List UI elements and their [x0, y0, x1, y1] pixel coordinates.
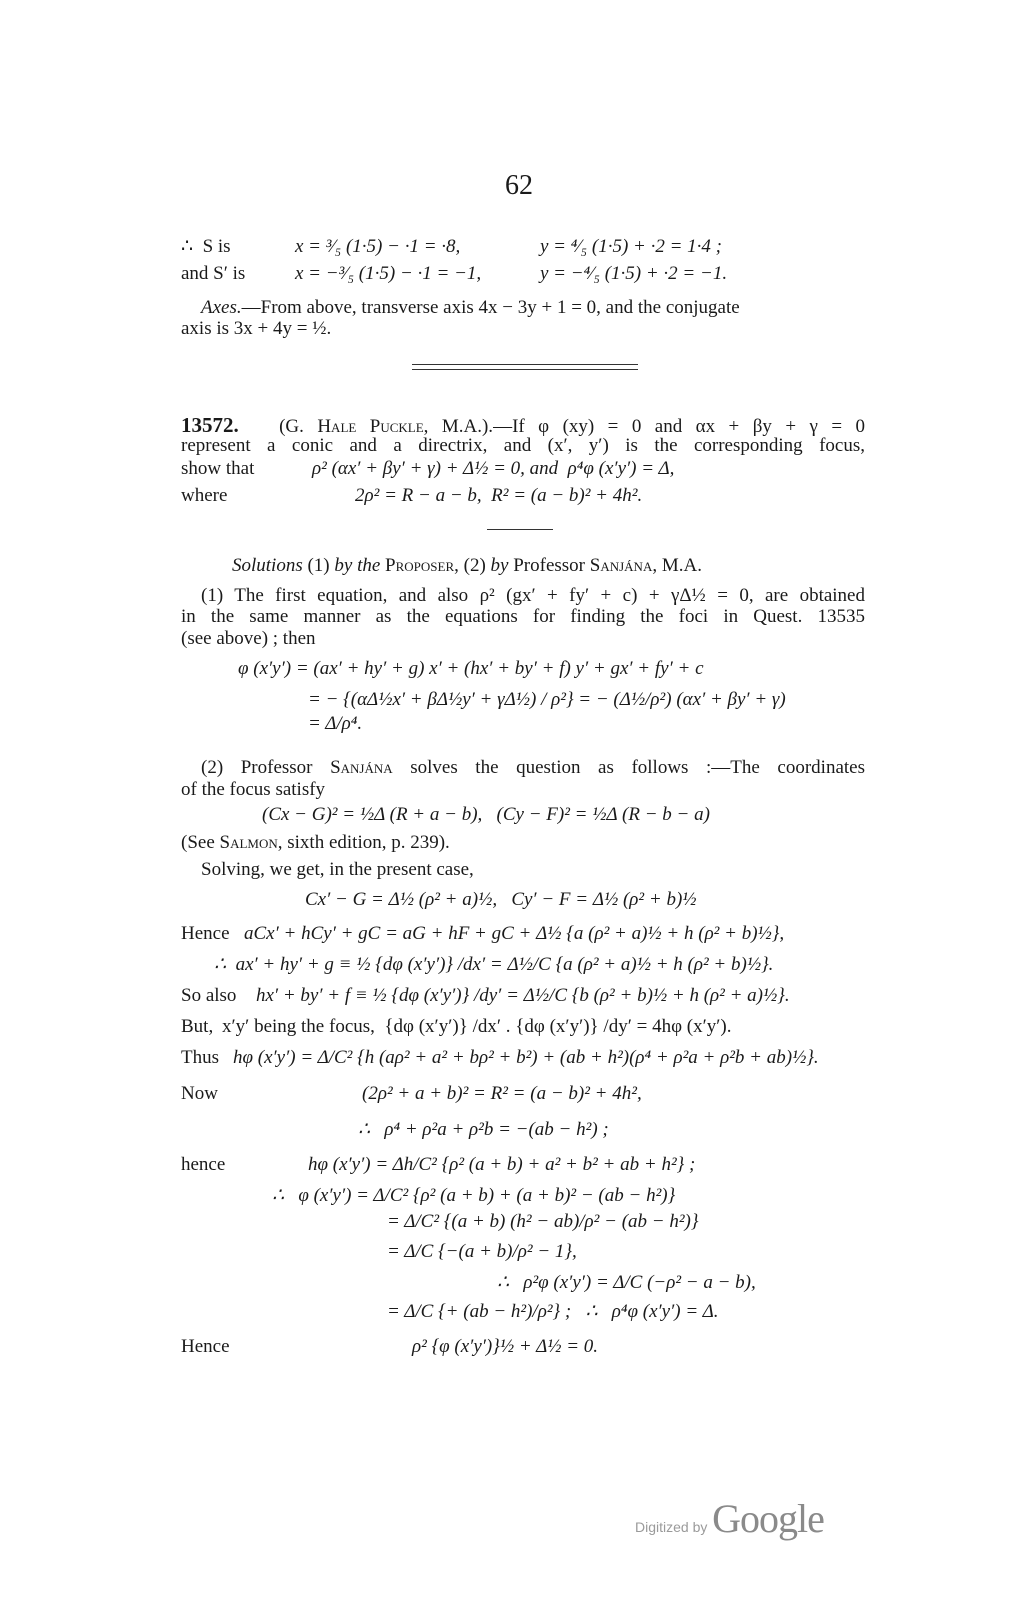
degree: , M.A.	[652, 555, 702, 576]
sol2-eq-1: (Cx − G)² = ½Δ (R + a − b), (Cy − F)² = ½Δ (R − b − a)	[262, 804, 710, 825]
double-rule-bottom	[412, 369, 638, 370]
so-also-label: So also	[181, 985, 237, 1006]
sol2-name: Sanjána	[330, 757, 393, 778]
salmon-reference	[181, 832, 450, 854]
proposer: Proposer	[385, 555, 455, 576]
hence-label-1: Hence	[181, 923, 230, 944]
by-the: by the	[334, 555, 386, 576]
sol1-eq-2: = − {(αΔ½x′ + βΔ½y′ + γΔ½) / ρ²} = − (Δ½/ρ²) (αx′ + βy′ + γ)	[308, 689, 786, 710]
therefore-eq-2: ∴ ρ⁴ + ρ²a + ρ²b = −(ab − h²) ;	[358, 1119, 609, 1140]
s-x-equation: x = ³⁄₅ (1·5) − ·1 = ·8,	[295, 236, 461, 257]
sol2-line-2: of the focus satisfy	[181, 779, 326, 800]
but-label: But,	[181, 1016, 214, 1037]
question-line-2: represent a conic and a directrix, and (x′, y′) is the corresponding focus,	[181, 435, 865, 456]
ref-open: (See	[181, 832, 220, 853]
s-prime-x-equation: x = −³⁄₅ (1·5) − ·1 = −1,	[295, 263, 482, 284]
short-rule	[487, 529, 553, 530]
hence-eq-1: aCx′ + hCy′ + gC = aG + hF + gC + Δ½ {a (ρ² + a)½ + h (ρ² + b)½},	[244, 923, 785, 944]
so-also-eq: hx′ + by′ + f ≡ ½ {dφ (x′y′)} /dy′ = Δ½/C {b (ρ² + b)½ + h (ρ² + a)½}.	[256, 985, 790, 1006]
solving-line: Solving, we get, in the present case,	[201, 859, 474, 880]
where-label: where	[181, 485, 228, 506]
ref-rest: , sixth edition, p. 239).	[277, 832, 450, 853]
sol1-line-1: (1) The first equation, and also ρ² (gx′ + fy′ + c) + γΔ½ = 0, are obtained	[201, 585, 865, 606]
therefore-eq-3: ∴ φ (x′y′) = Δ/C² {ρ² (a + b) + (a + b)² − (ab − h²)}	[272, 1185, 676, 1206]
s-prime-y-equation: y = −⁴⁄₅ (1·5) + ·2 = −1.	[540, 263, 728, 284]
thus-eq: hφ (x′y′) = Δ/C² {h (aρ² + a² + bρ² + b²) + (ab + h²)(ρ⁴ + ρ²a + ρ²b + ab)½}.	[233, 1047, 819, 1068]
thus-label: Thus	[181, 1047, 219, 1068]
google-logo: Google	[712, 1496, 824, 1541]
step-eq-2: = Δ/C {−(a + b)/ρ² − 1},	[387, 1241, 577, 1262]
hence-eq-2: hφ (x′y′) = Δh/C² {ρ² (a + b) + a² + b² + ab + h²} ;	[308, 1154, 696, 1175]
digitized-by-google-watermark	[635, 1495, 824, 1542]
digitized-text: Digitized by	[635, 1519, 708, 1535]
therefore-eq-1: ∴ ax′ + hy′ + g ≡ ½ {dφ (x′y′)} /dx′ = Δ½/C {a (ρ² + a)½ + h (ρ² + b)½}.	[214, 954, 774, 975]
step-eq-1: = Δ/C² {(a + b) (h² − ab)/ρ² − (ab − h²)}	[387, 1211, 699, 1232]
show-that-equation: ρ² (αx′ + βy′ + γ) + Δ½ = 0, and ρ⁴φ (x′y′) = Δ,	[312, 458, 675, 479]
s-y-equation: y = ⁴⁄₅ (1·5) + ·2 = 1·4 ;	[540, 236, 723, 257]
axes-line-2: axis is 3x + 4y = ½.	[181, 318, 332, 339]
page-number: 62	[505, 170, 533, 201]
professor: Professor	[513, 555, 590, 576]
sol1-line-2: in the same manner as the equations for finding the foci in Quest. 13535	[181, 606, 865, 627]
by: by	[490, 555, 514, 576]
step-eq-4: = Δ/C {+ (ab − h²)/ρ²} ; ∴ ρ⁴φ (x′y′) = Δ.	[387, 1301, 719, 1322]
but-eq: x′y′ being the focus, {dφ (x′y′)} /dx′ . {dφ (x′y′)} /dy′ = 4hφ (x′y′).	[222, 1016, 732, 1037]
sol2-eq-2: Cx′ − G = Δ½ (ρ² + a)½, Cy′ − F = Δ½ (ρ² + b)½	[305, 889, 697, 910]
sol1-eq-3: = Δ/ρ⁴.	[308, 713, 363, 734]
sol1-line-3: (see above) ; then	[181, 628, 316, 649]
axes-text: —From above, transverse axis 4x − 3y + 1 = 0, and the conjugate	[241, 297, 740, 318]
ref-author: Salmon	[219, 832, 278, 853]
sanjana: Sanjána	[589, 555, 653, 576]
sol-num-1: (1)	[302, 555, 335, 576]
hence-eq-3: ρ² {φ (x′y′)}½ + Δ½ = 0.	[412, 1336, 599, 1357]
step-eq-3: ∴ ρ²φ (x′y′) = Δ/C (−ρ² − a − b),	[497, 1272, 756, 1293]
sol1-eq-1: φ (x′y′) = (ax′ + hy′ + g) x′ + (hx′ + by′ + f) y′ + gx′ + fy′ + c	[238, 658, 704, 679]
solutions-heading	[232, 555, 702, 577]
solutions-word: Solutions	[232, 555, 303, 576]
now-label: Now	[181, 1083, 218, 1104]
axes-heading: Axes.	[201, 297, 242, 318]
question-author: (G. Hale Puckle, M.A.).	[279, 416, 494, 437]
hence-label-3: Hence	[181, 1336, 230, 1357]
s-prime-label: and S′ is	[181, 263, 246, 284]
question-text: —If φ (xy) = 0 and αx + βy + γ = 0	[493, 416, 865, 437]
sol2-rest: solves the question as follows :—The coordinates	[392, 757, 865, 778]
sol2-line-1	[201, 757, 865, 779]
now-eq: (2ρ² + a + b)² = R² = (a − b)² + 4h²,	[362, 1083, 642, 1104]
sol2-intro: (2) Professor	[201, 757, 331, 778]
where-equation: 2ρ² = R − a − b, R² = (a − b)² + 4h².	[355, 485, 643, 506]
show-that-label: show that	[181, 458, 255, 479]
question-number: 13572.	[181, 413, 239, 437]
sol-num-2: , (2)	[454, 555, 491, 576]
double-rule-top	[412, 364, 638, 365]
hence-label-2: hence	[181, 1154, 226, 1175]
s-label: ∴ S is	[181, 236, 231, 257]
axes-line-1	[201, 297, 740, 319]
